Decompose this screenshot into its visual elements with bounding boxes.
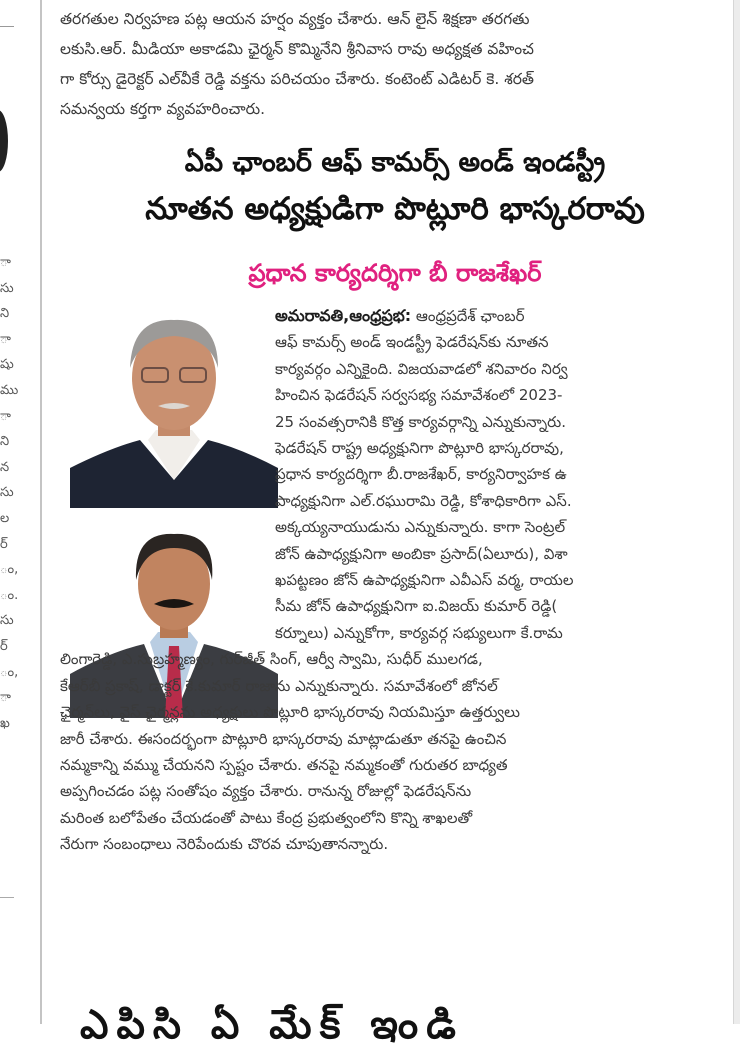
edge-char: ని [0, 434, 10, 450]
edge-char: ం, [0, 562, 19, 578]
edge-char: సు [0, 280, 14, 296]
edge-char: న [0, 459, 10, 475]
text-line: జోన్ ఉపాధ్యక్షునిగా అంబికా ప్రసాద్(ఏలూరు), విశా [275, 544, 568, 563]
text-line: అమరావతి,ఆంధ్రప్రభ: ఆంధ్రప్రదేశ్ ఛాంబర్ [275, 306, 525, 325]
cropped-image-fragment [0, 110, 8, 172]
edge-char: ఖ [0, 715, 10, 731]
headline-line-1: ఏపీ ఛాంబర్ ఆఫ్ కామర్స్ అండ్ ఇండస్ట్రీ [184, 147, 606, 178]
text-line: ఖపట్టణం జోన్ ఉపాధ్యక్షునిగా ఎవీఎస్ వర్మ, రాయల [275, 571, 574, 590]
edge-char: సు [0, 613, 14, 629]
edge-char: ా [0, 255, 11, 270]
edge-char: ం. [0, 587, 19, 603]
next-story-headline-fragment: ఎపిసి ఏ మేక్ ఇండి [80, 1002, 464, 1048]
column-rule [0, 26, 14, 27]
adjacent-column [0, 0, 40, 1024]
article-body [60, 303, 730, 858]
text-line: 25 సంవత్సరానికి కొత్త కార్యవర్గాన్ని ఎన్నుకున్నారు. [275, 412, 566, 431]
text-line: నేరుగా సంబంధాలు నెరిపేందుకు చొరవ చూపుతానన్నారు. [60, 835, 389, 854]
edge-char: ా [0, 408, 11, 424]
text-line: లింగారెడ్డి, ఎ.సుబ్రహ్మణ్యం, గుర్‌జీత్ సింగ్, ఆర్వీ స్వామి, సుధీర్ ములగడ, [60, 650, 483, 669]
text-line: ఫెడరేషన్ రాష్ట్ర అధ్యక్షునిగా పొట్లూరి భాస్కరరావు, [275, 439, 564, 458]
column-divider [40, 0, 42, 1024]
edge-char: ము [0, 382, 19, 398]
text-line: కార్యవర్గం ఎన్నికైంది. విజయవాడలో శనివారం నిర్వ [275, 359, 568, 378]
text-line: నమ్మకాన్ని వమ్ము చేయనని స్పష్టం చేశారు. తనపై నమ్మకంతో గురుతర బాధ్యత [60, 755, 508, 774]
column-rule [0, 897, 14, 898]
text-line: ప్రధాన కార్యదర్శిగా బీ.రాజశేఖర్, కార్యనిర్వాహక ఉ [275, 465, 567, 484]
text-line: కర్నూలు) ఎన్నుకోగా, కార్యవర్గ సభ్యులుగా కే.రామ [275, 623, 563, 642]
text-line: అప్పగించడం పట్ల సంతోషం వ్యక్తం చేశారు. రానున్న రోజుల్లో ఫెడరేషన్‌ను [60, 782, 472, 801]
previous-story-ending [60, 4, 730, 124]
news-article [60, 0, 730, 1048]
text-line: గా కోర్సు డైరెక్టర్ ఎల్‌వీకే రెడ్డి వక్తను పరిచయం చేశారు. కంటెంట్ ఎడిటర్ కె. శరత్ [60, 70, 534, 88]
text-line: లకుసి.ఆర్. మీడియా అకాడమి ఛైర్మన్ కొమ్మినేని శ్రీనివాస రావు అధ్యక్షత వహించ [60, 40, 534, 58]
edge-char: ా [0, 331, 11, 347]
edge-char: ం, [0, 664, 19, 680]
edge-char: ర్ [0, 638, 8, 654]
headline-line-2: నూతన అధ్యక్షుడిగా పొట్లూరి భాస్కరరావు [145, 191, 645, 227]
text-line: అక్కయ్యనాయుడును ఎన్నుకున్నారు. కాగా సెంట్రల్ [275, 518, 566, 537]
text-line: ఛైర్మన్‌లు, వైస్ ఛైర్మన్లను అధ్యక్షులు పొట్లూరి భాస్కరరావు నియమిస్తూ ఉత్తర్వులు [60, 703, 520, 722]
edge-char: సు [0, 485, 14, 501]
adjacent-column-text [0, 250, 19, 736]
dateline: అమరావతి,ఆంధ్రప్రభ: [275, 306, 412, 325]
text-line: హించిన ఫెడరేషన్ సర్వసభ్య సమావేశంలో 2023- [275, 386, 563, 405]
text-line: జారీ చేశారు. ఈసందర్భంగా పొట్లూరి భాస్కరరావు మాట్లాడుతూ తనపై ఉంచిన [60, 729, 507, 748]
text-line: సమన్వయ కర్తగా వ్యవహరించారు. [60, 100, 266, 118]
text-line: ఆఫ్ కామర్స్ అండ్ ఇండస్ట్రీ ఫెడరేషన్‌కు నూతన [275, 333, 549, 352]
edge-char: ని [0, 306, 10, 322]
text-line: మరింత బలోపేతం చేయడంతో పాటు కేంద్ర ప్రభుత్వంలోని కొన్ని శాఖలతో [60, 808, 473, 827]
article-subheadline: ప్రధాన కార్యదర్శిగా బీ రాజశేఖర్ [248, 259, 542, 287]
text-line: సీమ జోన్ ఉపాధ్యక్షునిగా ఐ.విజయ్ కుమార్ రెడ్డి( [275, 597, 558, 616]
article-headline [60, 140, 730, 232]
edge-char: ా [0, 690, 11, 706]
edge-char: ర్ [0, 536, 8, 552]
text-line: తరగతుల నిర్వహణ పట్ల ఆయన హర్షం వ్యక్తం చేశారు. ఆన్ లైన్ శిక్షణా తరగతు [60, 10, 530, 28]
text-line: కేఆర్‌బీ ప్రకాష్, డాక్టర్ కే.కుమార్ రాజాను ఎన్నుకున్నారు. సమావేశంలో జోనల్ [60, 676, 498, 695]
edge-char: షు [0, 357, 14, 373]
edge-char: ల [0, 510, 10, 526]
text-line: పాధ్యక్షునిగా ఎల్.రఘురామి రెడ్డి, కోశాధికారిగా ఎస్. [275, 491, 572, 510]
page-edge [733, 0, 740, 1024]
